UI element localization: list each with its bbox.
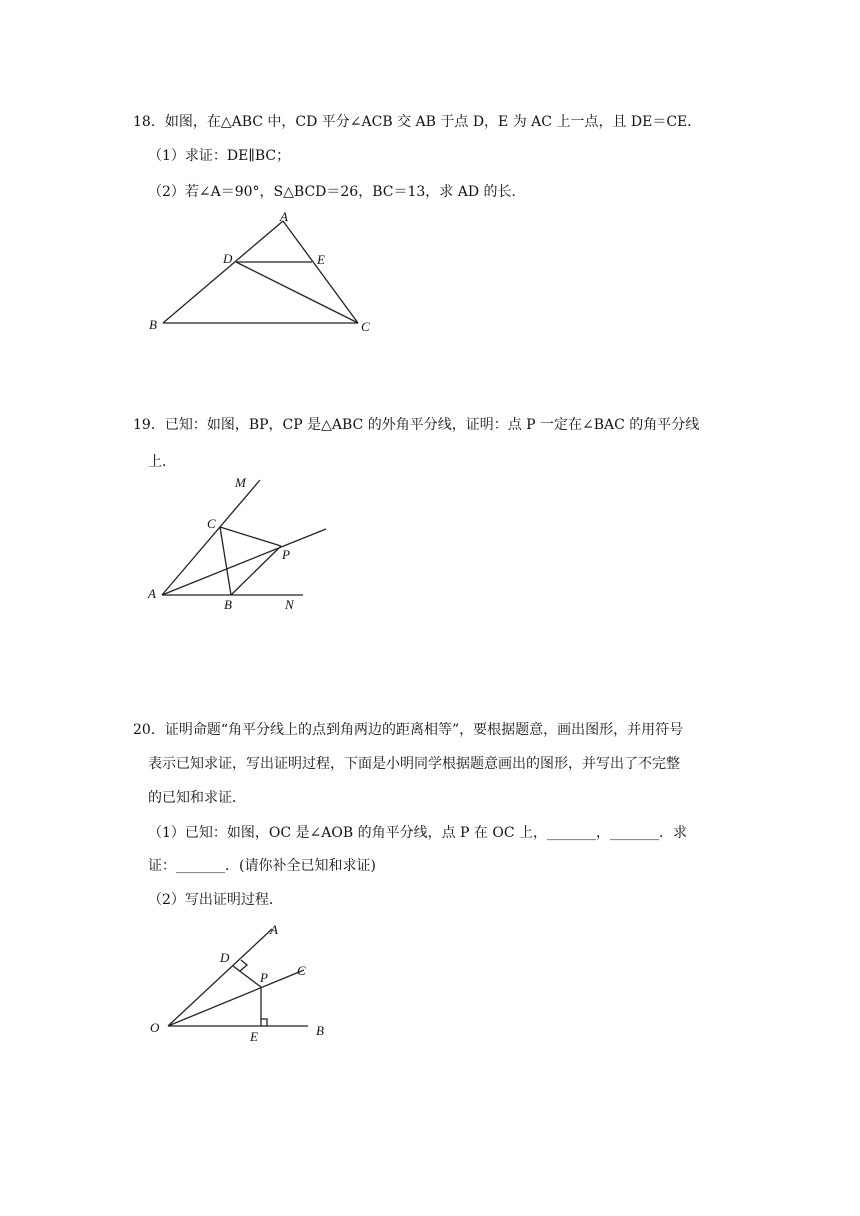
ray-ap bbox=[162, 529, 326, 595]
q18-stem: 18．如图，在△ABC 中，CD 平分∠ACB 交 AB 于点 D，E 为 AC 上一点，且 DE＝CE． bbox=[133, 114, 702, 130]
label-c: C bbox=[207, 516, 216, 531]
label-a: A bbox=[148, 586, 156, 601]
q20-stem-line3: 的已知和求证． bbox=[148, 790, 246, 806]
q20-stem-line2: 表示已知求证，写出证明过程，下面是小明同学根据题意画出的图形，并写出了不完整 bbox=[148, 756, 680, 772]
segment-bp bbox=[231, 546, 281, 595]
q18-part2: （2）若∠A＝90°，S△BCD＝26，BC＝13，求 AD 的长． bbox=[148, 184, 526, 200]
q20-figure bbox=[140, 915, 340, 1050]
label-c: C bbox=[361, 319, 370, 334]
q20-part1-line1: （1）已知：如图，OC 是∠AOB 的角平分线，点 P 在 OC 上，_______，_______．求 bbox=[148, 825, 688, 841]
label-b: B bbox=[316, 1023, 324, 1038]
label-d: D bbox=[223, 251, 233, 266]
q18-part1: （1）求证：DE∥BC； bbox=[148, 148, 291, 164]
ray-oc bbox=[168, 970, 304, 1026]
q19-stem-line2: 上． bbox=[148, 454, 176, 470]
perp-pd bbox=[233, 966, 261, 987]
segment-ab bbox=[163, 221, 283, 323]
segment-cp bbox=[220, 527, 281, 546]
q19-figure bbox=[140, 470, 340, 615]
ray-am bbox=[162, 480, 260, 595]
right-angle-d bbox=[240, 960, 247, 971]
q20-part1-line2: 证：_______．(请你补全已知和求证) bbox=[148, 858, 376, 874]
label-e: E bbox=[250, 1029, 258, 1044]
label-n: N bbox=[285, 597, 294, 612]
q18-figure bbox=[140, 205, 380, 340]
segment-ac bbox=[283, 221, 358, 323]
q19-stem-line1: 19．已知：如图，BP，CP 是△ABC 的外角平分线，证明：点 P 一定在∠BAC 的角平分线 bbox=[133, 417, 700, 433]
segment-cb bbox=[220, 527, 231, 595]
right-angle-e bbox=[261, 1019, 267, 1026]
label-e: E bbox=[317, 252, 325, 267]
label-b: B bbox=[149, 317, 157, 332]
label-a: A bbox=[270, 922, 278, 937]
label-p: P bbox=[260, 970, 268, 985]
label-b: B bbox=[224, 597, 232, 612]
label-c: C bbox=[297, 963, 306, 978]
label-d: D bbox=[220, 950, 230, 965]
label-p: P bbox=[282, 547, 290, 562]
label-m: M bbox=[235, 475, 246, 490]
segment-dc bbox=[236, 262, 358, 323]
q20-part2: （2）写出证明过程． bbox=[148, 892, 283, 908]
ray-oa bbox=[168, 929, 272, 1026]
label-a: A bbox=[280, 209, 288, 224]
q20-stem-line1: 20．证明命题“角平分线上的点到角两边的距离相等”，要根据题意，画出图形，并用符号 bbox=[133, 722, 684, 738]
label-o: O bbox=[150, 1020, 160, 1035]
